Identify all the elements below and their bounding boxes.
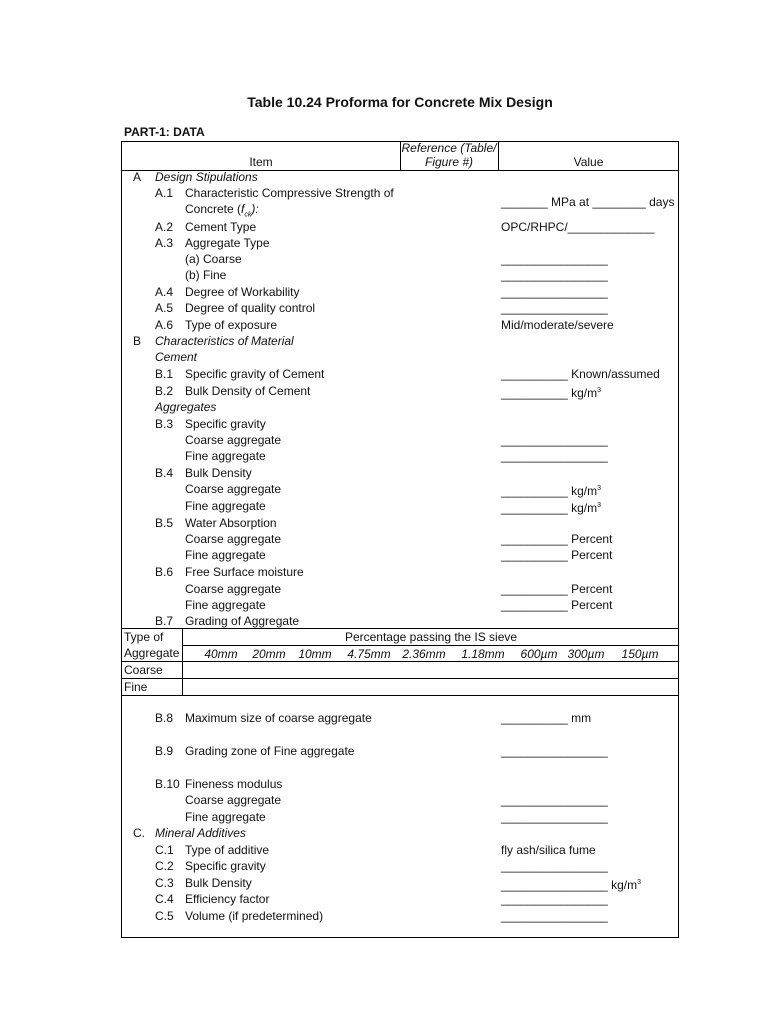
row-value[interactable] xyxy=(501,843,596,857)
row-value-text: __________ kg/m xyxy=(501,386,598,400)
row-code: C.3 xyxy=(155,876,174,890)
row-value[interactable] xyxy=(501,499,601,515)
row-label xyxy=(155,334,294,348)
row-label-text: Fineness modulus xyxy=(185,777,283,791)
row-label-text: (a) Coarse xyxy=(185,252,242,266)
row-value[interactable] xyxy=(501,482,601,498)
row-label xyxy=(185,892,269,906)
row-value[interactable] xyxy=(501,598,612,612)
fck-symbol: f xyxy=(241,202,245,216)
row-value-text: ________________ xyxy=(501,859,608,873)
row-label-text: Mineral Additives xyxy=(155,826,246,840)
row-label xyxy=(185,793,281,807)
row-value-text: ________________ xyxy=(501,301,608,315)
row-value[interactable] xyxy=(501,220,654,234)
row-value-text: ________________ xyxy=(501,268,608,282)
row-label xyxy=(185,810,266,824)
grading-header: Percentage passing the IS sieve xyxy=(344,630,518,644)
row-value-text: ________________ xyxy=(501,744,608,758)
row-value[interactable] xyxy=(501,195,674,209)
row-label-text: Water Absorption xyxy=(185,516,277,530)
grading-row-fine: Fine xyxy=(124,680,148,694)
page-title: Table 10.24 Proforma for Concrete Mix Design xyxy=(247,94,553,110)
row-value-text: ________________ xyxy=(501,252,608,266)
row-label xyxy=(185,301,315,315)
row-code: A.3 xyxy=(155,236,174,250)
grading-type-line1: Type of xyxy=(124,630,164,644)
row-value-text: __________ Known/assumed xyxy=(501,367,660,381)
sieve-size: 150µm xyxy=(621,647,659,661)
row-label-text: Design Stipulations xyxy=(155,170,258,184)
sieve-size: 1.18mm xyxy=(461,647,505,661)
row-label xyxy=(185,186,394,200)
row-label xyxy=(185,384,310,398)
grading-coarse-rule xyxy=(121,678,679,679)
row-label-text: Bulk Density xyxy=(185,876,252,890)
row-label-text: Degree of Workability xyxy=(185,285,300,299)
row-label-text: Fine aggregate xyxy=(185,810,266,824)
row-label-text: Coarse aggregate xyxy=(185,482,282,496)
sieve-size: 300µm xyxy=(567,647,605,661)
row-label xyxy=(185,433,281,447)
row-label-text: Type of additive xyxy=(185,843,270,857)
sieve-size: 20mm xyxy=(252,647,286,661)
header-item: Item xyxy=(249,155,273,169)
row-label xyxy=(185,516,277,530)
row-value-text: ________________ xyxy=(501,433,608,447)
row-code: B.9 xyxy=(155,744,174,758)
row-code: C.1 xyxy=(155,843,174,857)
row-value[interactable] xyxy=(501,548,612,562)
row-value-text: ________________ xyxy=(501,909,608,923)
row-label xyxy=(185,236,270,250)
row-label xyxy=(185,252,242,266)
row-label xyxy=(185,449,266,463)
row-label-text: Grading of Aggregate xyxy=(185,614,300,628)
row-label-text: Degree of quality control xyxy=(185,301,316,315)
row-value[interactable] xyxy=(501,433,608,447)
grading-type-line2: Aggregate xyxy=(124,646,180,660)
grading-bottom-rule xyxy=(121,695,679,696)
sieve-size: 600µm xyxy=(520,647,558,661)
row-label-text: Free Surface moisture xyxy=(185,565,304,579)
row-label xyxy=(155,350,197,364)
sieve-size: 4.75mm xyxy=(347,647,391,661)
grading-top-rule xyxy=(121,628,679,629)
row-label xyxy=(185,482,281,496)
row-label xyxy=(185,268,226,282)
row-code: C. xyxy=(133,826,145,840)
row-code: C.4 xyxy=(155,892,174,906)
row-code: A.1 xyxy=(155,186,174,200)
row-label xyxy=(185,614,299,628)
row-value[interactable] xyxy=(501,909,608,923)
row-label-text: Specific gravity xyxy=(185,859,266,873)
row-code: A.6 xyxy=(155,318,174,332)
row-value[interactable] xyxy=(501,876,641,892)
row-value-text: fly ash/silica fume xyxy=(501,843,596,857)
row-label-text: Fine aggregate xyxy=(185,499,266,513)
row-label xyxy=(185,909,323,923)
sieve-size: 10mm xyxy=(298,647,332,661)
row-value-text: ________________ xyxy=(501,449,608,463)
row-label-text: Specific gravity xyxy=(185,417,266,431)
row-value-text: __________ kg/m xyxy=(501,484,598,498)
row-value[interactable] xyxy=(501,582,612,596)
row-label-text: Coarse aggregate xyxy=(185,433,282,447)
row-code: A.5 xyxy=(155,301,174,315)
row-value[interactable] xyxy=(501,301,608,315)
row-label xyxy=(185,220,256,234)
row-label xyxy=(185,565,304,579)
row-value-text: Mid/moderate/severe xyxy=(501,318,614,332)
row-value-text: ________________ xyxy=(501,285,608,299)
row-code: B.8 xyxy=(155,711,174,725)
row-value-text: ________________ xyxy=(501,810,608,824)
row-label-text: Fine aggregate xyxy=(185,449,266,463)
row-code: A.2 xyxy=(155,220,174,234)
row-code: B.6 xyxy=(155,565,174,579)
row-value-text: _______ MPa at ________ days xyxy=(501,195,675,209)
row-label xyxy=(185,318,277,332)
row-label-text: Volume (if predetermined) xyxy=(185,909,324,923)
grading-row-coarse: Coarse xyxy=(124,663,163,677)
row-label-text: Characteristic Compressive Strength of xyxy=(185,186,394,200)
row-value-text: OPC/RHPC/_____________ xyxy=(501,220,655,234)
row-value[interactable] xyxy=(501,532,612,546)
row-label-text: Type of exposure xyxy=(185,318,278,332)
row-label xyxy=(185,367,324,381)
row-value[interactable] xyxy=(501,367,660,381)
row-label-text: Bulk Density of Cement xyxy=(185,384,311,398)
row-value[interactable] xyxy=(501,711,591,725)
row-code: B.3 xyxy=(155,417,174,431)
row-label-text: Concrete ( xyxy=(185,202,242,216)
unit-superscript: 3 xyxy=(637,879,642,886)
row-value-text: __________ Percent xyxy=(501,582,613,596)
row-code: A.4 xyxy=(155,285,174,299)
fck-close: ): xyxy=(251,202,259,216)
row-value[interactable] xyxy=(501,285,608,299)
unit-superscript: 3 xyxy=(597,485,601,492)
row-label xyxy=(185,859,266,873)
unit-superscript: 3 xyxy=(597,387,601,394)
row-label-text: Fine aggregate xyxy=(185,598,266,612)
row-code: C.5 xyxy=(155,909,174,923)
row-label xyxy=(185,466,252,480)
row-code: B.5 xyxy=(155,516,174,530)
row-value-text: ________________ kg/m xyxy=(501,878,638,892)
row-label xyxy=(185,532,281,546)
row-label-text: Cement xyxy=(155,350,198,364)
row-value[interactable] xyxy=(501,744,608,758)
row-code: A xyxy=(133,170,142,184)
row-value-text: ________________ xyxy=(501,892,608,906)
row-label-text: Aggregate Type xyxy=(185,236,270,250)
row-value[interactable] xyxy=(501,810,608,824)
row-label-text: Maximum size of coarse aggregate xyxy=(185,711,372,725)
row-label-text: Coarse aggregate xyxy=(185,582,282,596)
row-label xyxy=(155,826,246,840)
sieve-size: 40mm xyxy=(204,647,238,661)
fck-subscript: ck xyxy=(244,211,252,219)
header-reference-line1: Reference (Table/ xyxy=(401,141,497,155)
row-value-text: ________________ xyxy=(501,793,608,807)
row-label xyxy=(185,711,372,725)
row-label-text: Aggregates xyxy=(155,400,217,414)
part-label: PART-1: DATA xyxy=(124,125,205,139)
row-label-text: Bulk Density xyxy=(185,466,252,480)
row-label xyxy=(185,598,266,612)
row-label xyxy=(185,582,281,596)
row-label-text: Coarse aggregate xyxy=(185,793,282,807)
row-value-text: __________ Percent xyxy=(501,548,613,562)
row-value[interactable] xyxy=(501,252,608,266)
row-label xyxy=(185,843,269,857)
row-value[interactable] xyxy=(501,449,608,463)
row-code: B.7 xyxy=(155,614,174,628)
row-label xyxy=(155,170,258,184)
row-value-text: __________ Percent xyxy=(501,532,613,546)
row-code: B.1 xyxy=(155,367,174,381)
row-value[interactable] xyxy=(501,384,601,400)
row-code: B.4 xyxy=(155,466,174,480)
row-value[interactable] xyxy=(501,892,608,906)
row-label xyxy=(155,400,216,414)
row-value[interactable] xyxy=(501,318,614,332)
row-value[interactable] xyxy=(501,793,608,807)
row-code: C.2 xyxy=(155,859,174,873)
row-label xyxy=(185,548,266,562)
header-value: Value xyxy=(573,155,604,169)
row-label xyxy=(185,285,300,299)
row-label xyxy=(185,777,282,791)
row-value-text: __________ kg/m xyxy=(501,501,598,515)
row-label-text: Characteristics of Material xyxy=(155,334,294,348)
row-label-text: Efficiency factor xyxy=(185,892,270,906)
unit-superscript: 3 xyxy=(597,502,601,509)
row-code: B.10 xyxy=(155,777,180,791)
row-label xyxy=(185,876,252,890)
row-label-text: Grading zone of Fine aggregate xyxy=(185,744,355,758)
row-label xyxy=(185,744,354,758)
row-value-text: __________ Percent xyxy=(501,598,613,612)
row-label-text: Coarse aggregate xyxy=(185,532,282,546)
row-value-text: __________ mm xyxy=(501,711,592,725)
grading-header-rule xyxy=(183,645,679,646)
row-label-text: (b) Fine xyxy=(185,268,227,282)
row-value[interactable] xyxy=(501,859,608,873)
row-label-text: Specific gravity of Cement xyxy=(185,367,325,381)
row-value[interactable] xyxy=(501,268,608,282)
row-code: B xyxy=(133,334,142,348)
row-code: B.2 xyxy=(155,384,174,398)
sieve-size: 2.36mm xyxy=(402,647,446,661)
row-label xyxy=(185,499,266,513)
row-label-text: Cement Type xyxy=(185,220,257,234)
row-label xyxy=(185,417,266,431)
row-label-text: Fine aggregate xyxy=(185,548,266,562)
header-reference-line2: Figure #) xyxy=(424,155,474,169)
grading-sieve-rule xyxy=(121,661,679,662)
